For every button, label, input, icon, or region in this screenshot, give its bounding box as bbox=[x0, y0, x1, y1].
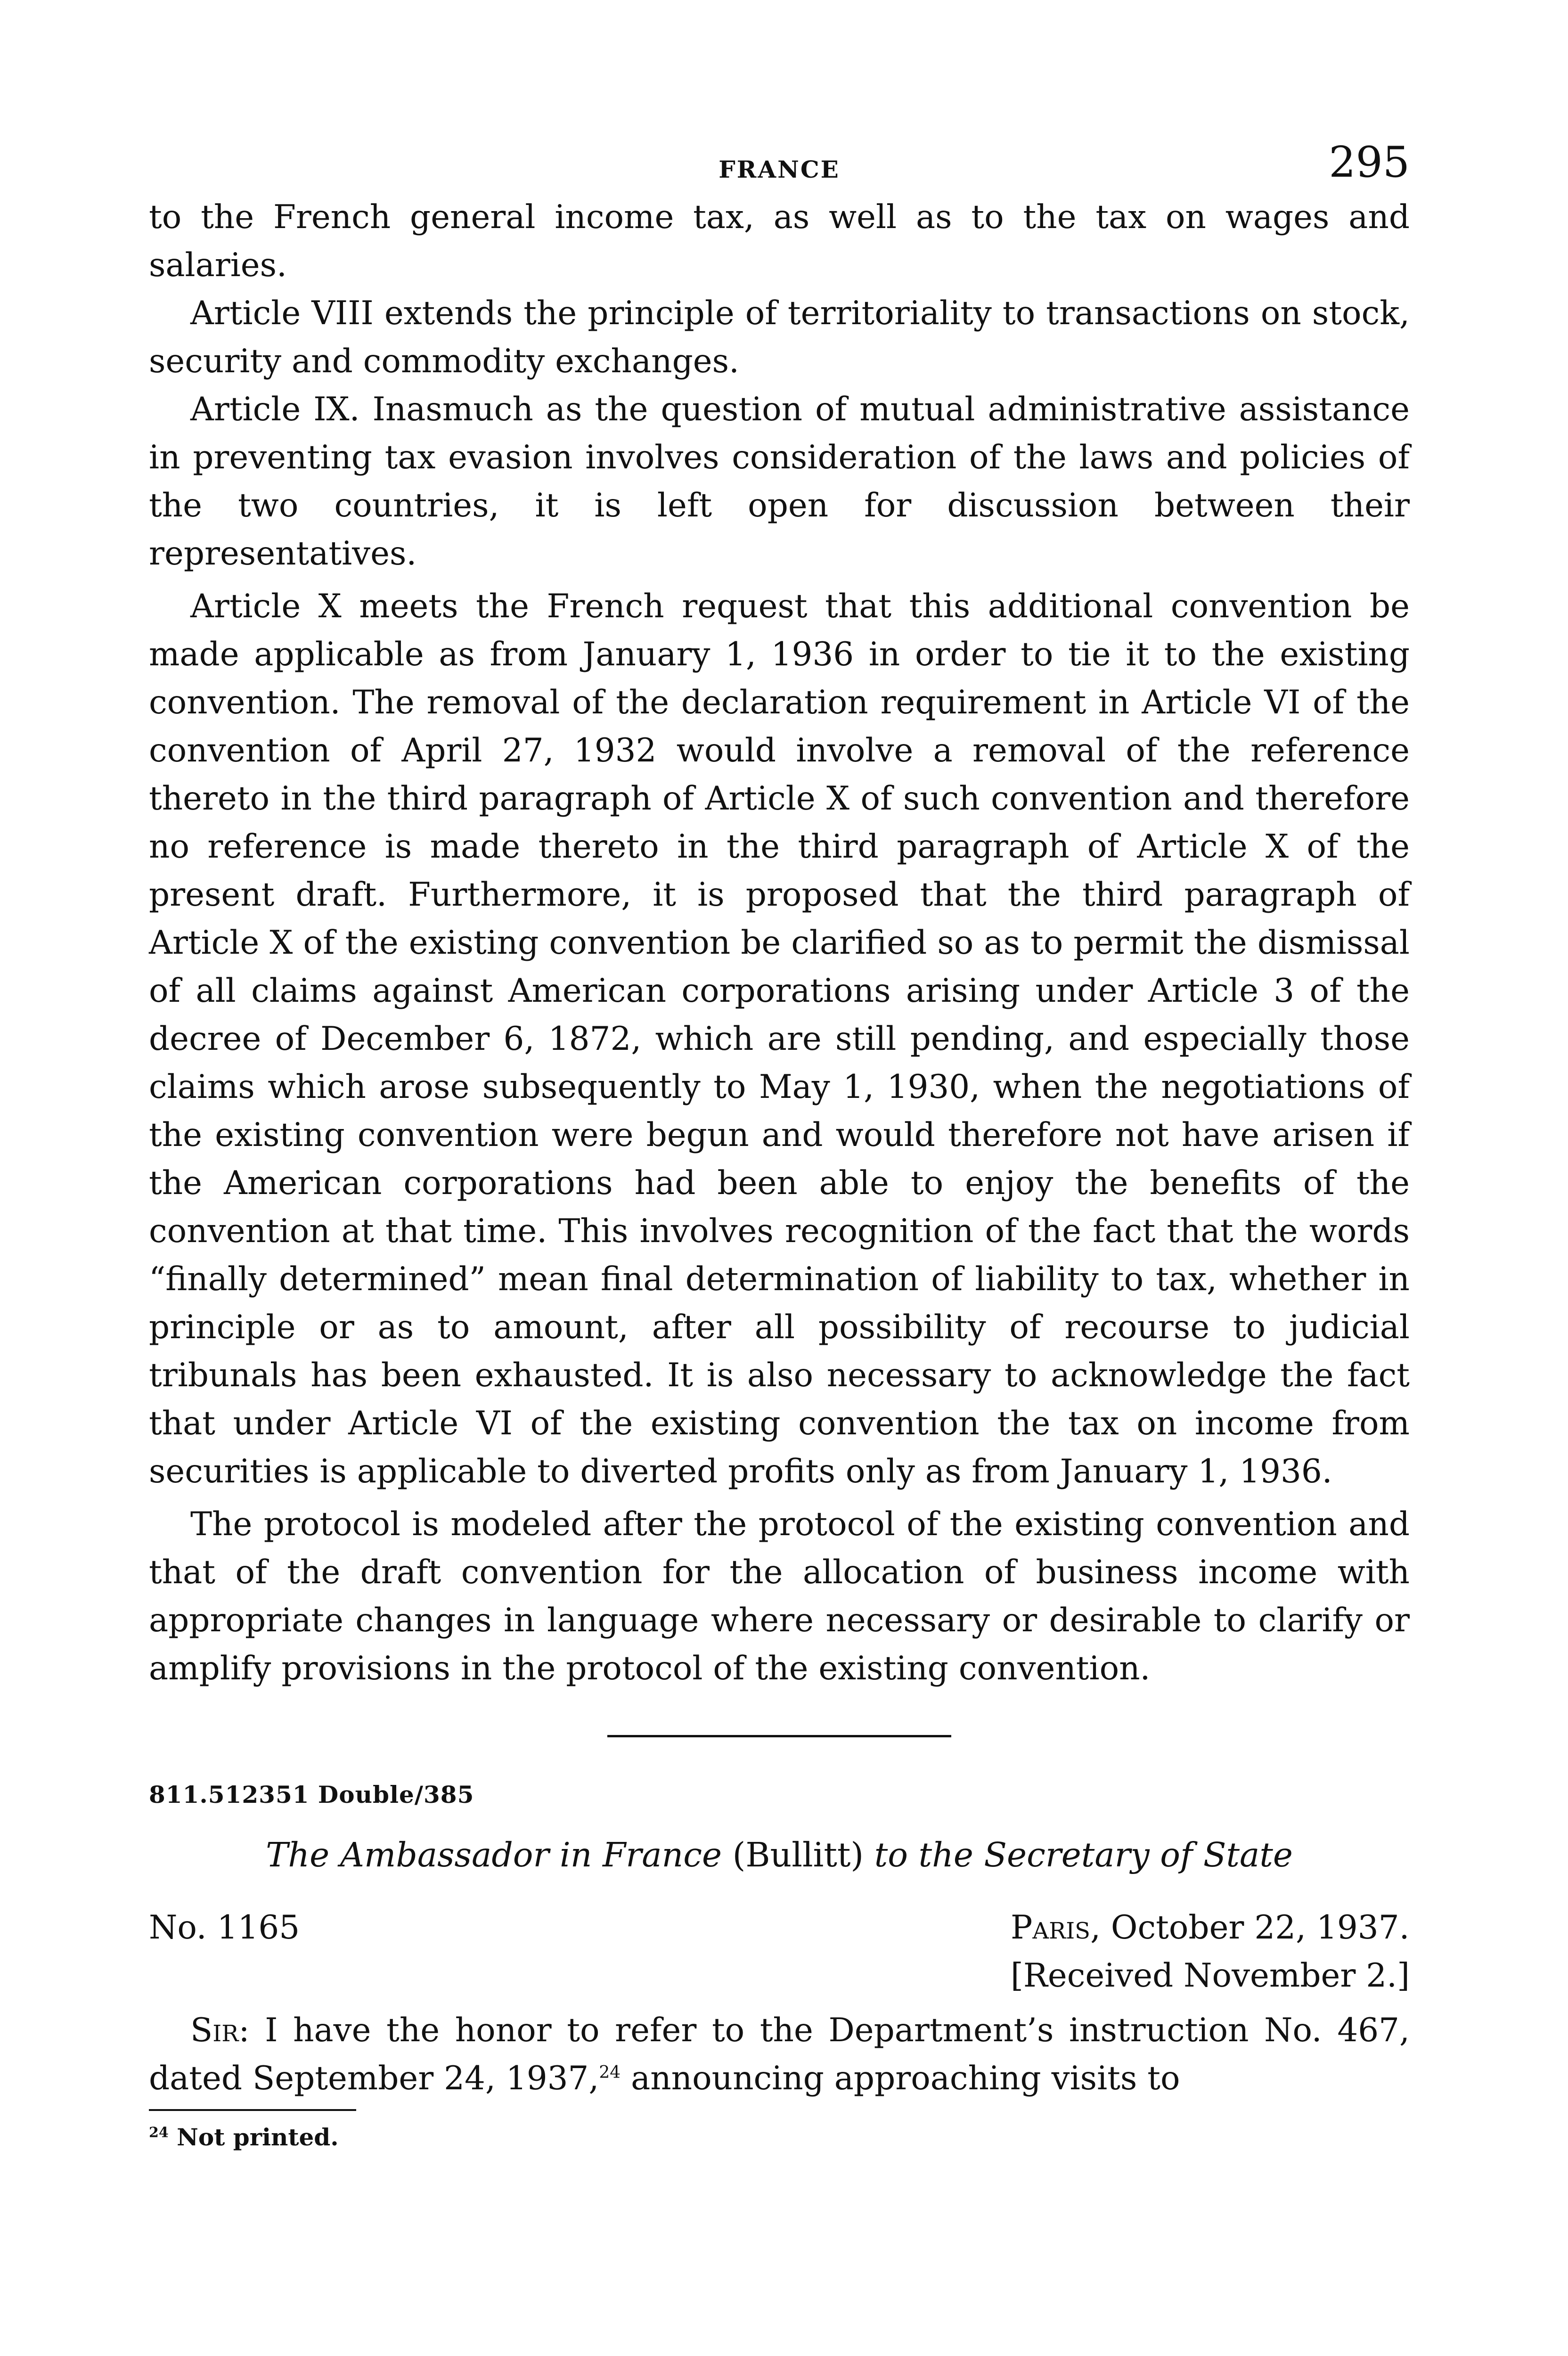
heading-sender: The Ambassador in France bbox=[266, 1835, 722, 1874]
place-date bbox=[1011, 1904, 1410, 1952]
letter-body bbox=[149, 2006, 1410, 2102]
received-note: [Received November 2.] bbox=[1010, 1957, 1410, 1995]
page-number: 295 bbox=[1329, 138, 1410, 187]
footnote bbox=[149, 2123, 1410, 2151]
paragraph-article-x: Article X meets the French request that this additional convention be made applicable as from January 1, 1936 in order to tie it to the existing convention. The removal of the declaration requirement in Article VI of the convention of April 27, 1932 would involve a removal of the reference thereto in the third paragraph of Article X of such convention and therefore no reference is made thereto in the third paragraph of Article X of the present draft. Furthermore, it is proposed that the third paragraph of Article X of the existing convention be clarified so as to permit the dismissal of all claims against American corporations arising under Article 3 of the decree of December 6, 1872, which are still pending, and especially those claims which arose subsequently to May 1, 1930, when the negotiations of the existing convention were begun and would therefore not have arisen if the American corporations had been able to enjoy the benefits of the convention at that time. This involves recognition of the fact that the words “finally determined” mean final determination of liability to tax, whether in principle or as to amount, after all possibility of recourse to judicial tribunals has been exhausted. It is also necessary to acknowledge the fact that under Article VI of the existing convention the tax on income from securities is applicable to diverted profits only as from January 1, 1936. bbox=[149, 588, 1410, 1490]
paragraph-article-ix: Article IX. Inasmuch as the question of mutual administrative assistance in preventing tax evasion involves consideration of the laws and policies of the two countries, it is left open for discussion between their representatives. bbox=[149, 391, 1410, 573]
paragraph-protocol: The protocol is modeled after the protocol of the existing convention and that of the draft convention for the allocation of business income with appropriate changes in language where necessary or desirable to clarify or amplify provisions in the protocol of the existing convention. bbox=[149, 1505, 1410, 1687]
file-number: 811.512351 Double/385 bbox=[149, 1781, 474, 1808]
letter-text-part1: : I have the honor to refer to the Department’s instruction No. 467, dated September 24, 1937, bbox=[149, 2012, 1410, 2097]
running-header bbox=[149, 138, 1410, 193]
footnote-number: 24 bbox=[149, 2124, 169, 2141]
paragraph-continuation: to the French general income tax, as well as to the tax on wages and salaries. bbox=[149, 198, 1410, 284]
place: Paris bbox=[1010, 1909, 1091, 1947]
heading-name: (Bullitt) bbox=[732, 1835, 864, 1874]
footnote-reference: 24 bbox=[599, 2063, 621, 2082]
dispatch-number: No. 1165 bbox=[149, 1909, 300, 1947]
paragraph-article-viii: Article VIII extends the principle of territoriality to transactions on stock, security and commodity exchanges. bbox=[149, 294, 1410, 380]
footnote-divider bbox=[149, 2109, 356, 2111]
date: , October 22, 1937. bbox=[1090, 1909, 1410, 1947]
heading-recipient: to the Secretary of State bbox=[874, 1835, 1293, 1874]
letter-text-part2: announcing approaching visits to bbox=[621, 2060, 1180, 2097]
running-title: FRANCE bbox=[719, 155, 840, 183]
salutation: Sir bbox=[190, 2012, 239, 2049]
document-heading bbox=[149, 1831, 1410, 1879]
section-divider bbox=[607, 1735, 951, 1737]
dateline bbox=[149, 1904, 1410, 2006]
document-page bbox=[149, 138, 1410, 2151]
dateline-right bbox=[1011, 1904, 1410, 2000]
footnote-text: Not printed. bbox=[177, 2123, 339, 2151]
